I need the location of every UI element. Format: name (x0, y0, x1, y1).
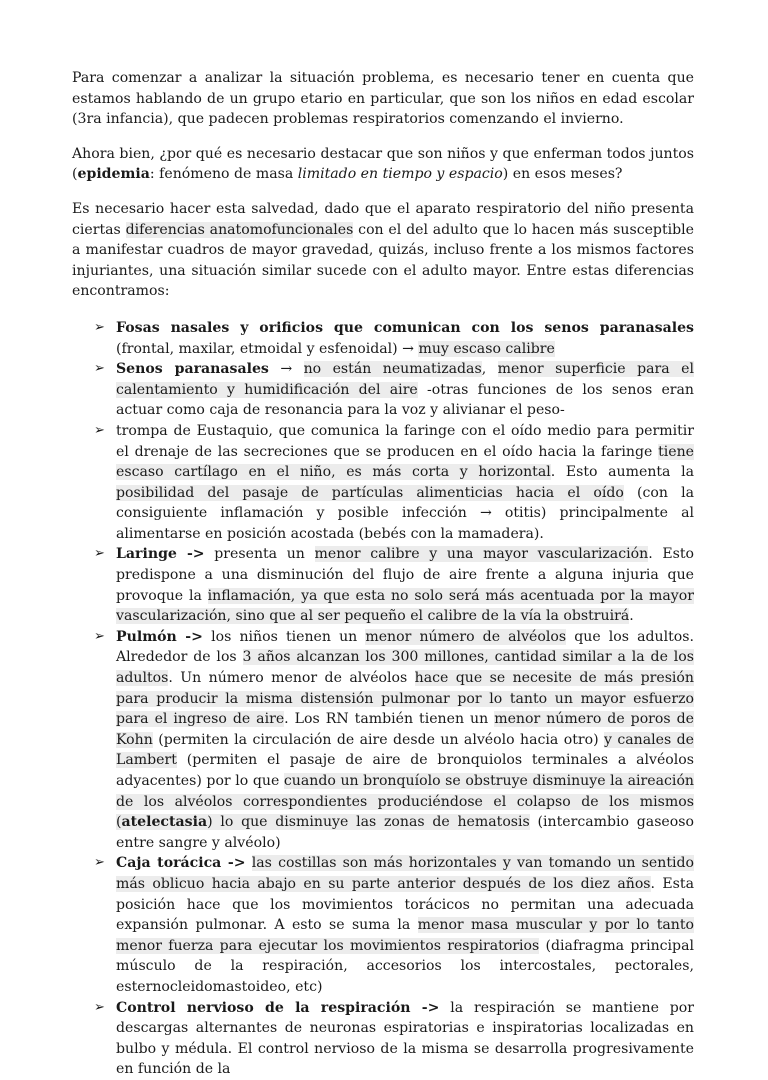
text-run: . Esto aumenta la (550, 464, 694, 481)
bold-term-atelectasia: atelectasia (121, 814, 208, 831)
text-run: → (268, 361, 304, 378)
text-run: con el del adulto que lo hacen más susceptible a manifestar cuadros de mayor gravedad, quizás, incluso frente a los mismos factores injuriantes, una situación similar sucede con el adulto mayor. Entre estas diferencias encontramos: (72, 221, 694, 300)
highlight: tiene escaso cartílago en el niño, es más corta y horizontal (116, 443, 694, 481)
highlight: menor masa muscular y por lo tanto menor fuerza para ejecutar los movimientos respiratorios (116, 917, 694, 954)
text-run: . Los RN también tienen un (284, 711, 495, 728)
highlight: inflamación, ya que esta no solo será más acentuada por la mayor vascularización, sino que al ser pequeño el calibre de la vía la obstruirá (116, 587, 694, 625)
highlight: y canales de Lambert (116, 731, 694, 769)
highlight: menor número de alvéolos (365, 628, 567, 645)
highlight: menor superficie para el calentamiento y humidificación del aire (116, 361, 694, 398)
list-item-pulmon (72, 627, 694, 854)
highlight: diferencias anatomofuncionales (125, 221, 354, 238)
bullet-heading: Fosas nasales y orificios que comunican con los senos paranasales (116, 319, 694, 336)
arrow-bullet-icon: ➢ (94, 628, 105, 644)
text-run: . Un número menor de alvéolos (168, 670, 415, 687)
list-item-senos-paranasales (72, 359, 694, 421)
highlight: las costillas son más horizontales y van tomando un sentido más oblicuo hacia abajo en su parte anterior después de los diez años (116, 855, 695, 892)
text-run: (diafragma principal músculo de la respiración, accesorios los intercostales, pectorales, esternocleidomastoideo, etc) (116, 937, 694, 995)
text-run: la respiración se mantiene por descargas alternantes de neuronas espiratorias e inspiratorias localizadas en bulbo y médula. El control nervioso de la misma se desarrolla progresivamente en función de la (116, 999, 694, 1078)
bullet-heading: Laringe -> (116, 546, 205, 563)
text-run: -otras funciones de los senos eran actuar como caja de resonancia para la voz y alivianar el peso- (116, 381, 694, 419)
paragraph-intro: Para comenzar a analizar la situación problema, es necesario tener en cuenta que estamos hablando de un grupo etario en particular, que son los niños en edad escolar (3ra infancia), que padecen problemas respiratorios comenzando el invierno. (72, 70, 694, 128)
text-run: . Esta posición hace que los movimientos torácicos no permitan una adecuada expansión pulmonar. A esto se suma la (116, 875, 694, 934)
document-page (72, 68, 694, 1080)
italic-phrase: limitado en tiempo y espacio (297, 166, 503, 183)
bullet-heading: Pulmón -> (116, 628, 203, 645)
list-item-control-nervioso (72, 998, 694, 1080)
highlight: no están neumatizadas (303, 361, 482, 378)
arrow-bullet-icon: ➢ (94, 319, 105, 335)
text-run: ) lo que disminuye las zonas de hematosis (207, 814, 530, 831)
text-run: : fenómeno de masa (149, 166, 298, 183)
list-item-trompa-eustaquio (72, 421, 694, 545)
bullet-heading: Control nervioso de la respiración -> (116, 999, 440, 1016)
text-run: ) en esos meses? (502, 166, 623, 183)
text-run: . Esto predispone a una disminución del flujo de aire frente a alguna injuria que provoque la (116, 546, 694, 604)
list-item-caja-toracica (72, 853, 694, 997)
highlight: 3 años alcanzan los 300 millones, cantidad similar a la de los adultos (116, 649, 694, 687)
text-run: (con la consiguiente inflamación y posible infección → otitis) principalmente al alimentarse en posición acostada (bebés con la mamadera). (116, 484, 694, 542)
text-run: cuando un bronquíolo se obstruye disminuye la aireación de los alvéolos correspondientes produciéndose el colapso de los mismos ( (116, 773, 695, 831)
arrow-bullet-icon: ➢ (94, 361, 105, 377)
text-run: (permiten la circulación de aire desde un alvéolo hacia otro) (152, 731, 604, 748)
highlight: posibilidad del pasaje de partículas alimenticias hacia el oído (116, 484, 624, 501)
text-run: Es necesario hacer esta salvedad, dado que el aparato respiratorio del niño presenta ciertas (72, 200, 694, 238)
bullet-heading: Caja torácica -> (116, 855, 246, 872)
paragraph-differences (72, 199, 694, 302)
highlight: menor número de poros de Kohn (116, 711, 694, 748)
text-run (246, 855, 252, 871)
paragraph-question (72, 144, 694, 185)
text-run: presenta un (204, 546, 315, 563)
text-run: Ahora bien, ¿por qué es necesario destacar que son niños y que enferman todos juntos ( (72, 145, 694, 183)
arrow-bullet-icon: ➢ (94, 422, 105, 438)
text-run: trompa de Eustaquio, que comunica la faringe con el oído medio para permitir el drenaje de las secreciones que se producen en el oído hacia la faringe (116, 422, 694, 460)
list-item-fosas-nasales (72, 318, 694, 359)
text-run: (intercambio gaseoso entre sangre y alvéolo) (116, 814, 694, 851)
text-run: (permiten el pasaje de aire de bronquiolos terminales a alvéolos adyacentes) por lo que (116, 752, 694, 789)
text-run: que los adultos. Alrededor de los (116, 628, 694, 666)
text-run: , (481, 361, 498, 378)
bold-term-epidemia: epidemia (77, 166, 150, 183)
text-run: . (629, 608, 634, 625)
highlight: muy escaso calibre (418, 340, 555, 357)
bullet-heading: Senos paranasales (116, 361, 269, 378)
list-item-laringe (72, 544, 694, 626)
highlight: menor calibre y una mayor vascularización (314, 546, 649, 563)
highlight: hace que se necesite de más presión para producir la misma distensión pulmonar por lo tanto un mayor esfuerzo para el ingreso de aire (116, 670, 694, 728)
arrow-bullet-icon: ➢ (94, 855, 105, 871)
differences-list (72, 318, 694, 1080)
arrow-bullet-icon: ➢ (94, 999, 105, 1015)
text-run: (frontal, maxilar, etmoidal y esfenoidal) → (116, 340, 419, 357)
arrow-bullet-icon: ➢ (94, 546, 105, 562)
text-run: los niños tienen un (202, 628, 366, 645)
